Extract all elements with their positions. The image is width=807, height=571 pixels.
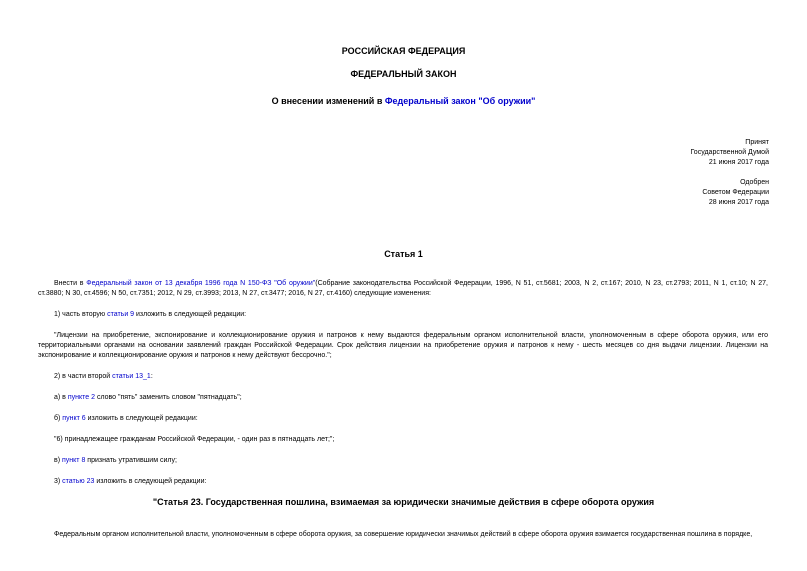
item-3-rest: изложить в следующей редакции: (94, 478, 207, 485)
item-2-rest: : (150, 373, 153, 380)
accepted-block (690, 138, 769, 168)
quote-1-paragraph: "Лицензии на приобретение, экспонирование и коллекционирование оружия и патронов к нему выдаются федеральным органом исполнительной власти, уполномоченным в сфере оборота оружия, или его территориальными органами на основании заявлений граждан Российской Федерации. Срок действия лицензии на приобретение оружия и патронов к нему - шесть месяцев со дня выдачи лицензии. Лицензии на экспонирование и коллекционирование оружия и патронов к нему действуют бессрочно."; (38, 332, 768, 359)
article-23-link[interactable]: статью 23 (62, 478, 95, 485)
approved-body: Советом Федерации (702, 189, 769, 196)
item-2-prefix: 2) в части второй (54, 373, 113, 380)
item-2a-prefix: а) в (54, 394, 68, 401)
quote-2-paragraph: "6) принадлежащее гражданам Российской Федерации, - один раз в пятнадцать лет;"; (54, 436, 335, 443)
article-23-heading: "Статья 23. Государственная пошлина, взимаемая за юридически значимые действия в сфере оборота оружия (152, 497, 655, 507)
item-3-paragraph (38, 477, 768, 487)
item-1-prefix: 1) часть вторую (54, 311, 108, 318)
intro-paragraph (38, 279, 768, 299)
item-1-rest: изложить в следующей редакции: (134, 311, 247, 318)
accepted-body: Государственной Думой (690, 149, 769, 156)
item-2a-paragraph (38, 393, 768, 403)
fee-paragraph: Федеральным органом исполнительной власти, уполномоченным в сфере оборота оружия, за совершение юридически значимых действий в сфере оборота оружия взимается государственная пошлина в порядке, (54, 531, 753, 538)
article-9-link[interactable]: статьи 9 (107, 311, 135, 318)
approved-label: Одобрен (740, 179, 769, 186)
article-13-1-link[interactable]: статьи 13_1 (112, 373, 151, 380)
law-150-fz-link[interactable]: Федеральный закон от 13 декабря 1996 года N 150-ФЗ "Об оружии" (86, 280, 316, 287)
title-law-link[interactable]: Федеральный закон "Об оружии" (384, 96, 536, 106)
item-3-prefix: 3) (54, 478, 63, 485)
item-2c-prefix: в) (54, 457, 62, 464)
item-2b-prefix: б) (54, 415, 63, 422)
document-country-heading: РОССИЙСКАЯ ФЕДЕРАЦИЯ (341, 46, 466, 56)
item-2b-rest: изложить в следующей редакции: (85, 415, 198, 422)
article-1-heading: Статья 1 (384, 249, 423, 259)
intro-prefix: Внести в (54, 280, 87, 287)
approved-block (702, 178, 769, 208)
document-type-heading: ФЕДЕРАЛЬНЫЙ ЗАКОН (350, 69, 457, 79)
title-prefix: О внесении изменений в (271, 96, 385, 106)
item-2c-paragraph (38, 456, 768, 466)
approved-date: 28 июня 2017 года (708, 199, 769, 206)
item-2-paragraph (38, 372, 768, 382)
accepted-label: Принят (745, 139, 769, 146)
item-1-paragraph (38, 310, 768, 320)
document-title (0, 96, 807, 107)
point-2-link[interactable]: пункте 2 (67, 394, 95, 401)
item-2b-paragraph (38, 414, 768, 424)
point-8-link[interactable]: пункт 8 (62, 457, 86, 464)
item-2a-rest: слово "пять" заменить словом "пятнадцать"; (95, 394, 242, 401)
point-6-link[interactable]: пункт 6 (62, 415, 86, 422)
item-2c-rest: признать утратившим силу; (85, 457, 177, 464)
intro-rest: (Собрание законодательства Российской Федерации, 1996, N 51, ст.5681; 2003, N 2, ст.167; 2010, N 23, ст.2793; 2011, N 1, ст.10; N 27, ст.3880; N 30, ст.4596; N 50, ст.7351; 2012, N 29, ст.3993; 2013, N 27, ст.3477; 2016, N 27, ст.4160) следующие изменения: (38, 280, 768, 297)
accepted-date: 21 июня 2017 года (708, 159, 769, 166)
